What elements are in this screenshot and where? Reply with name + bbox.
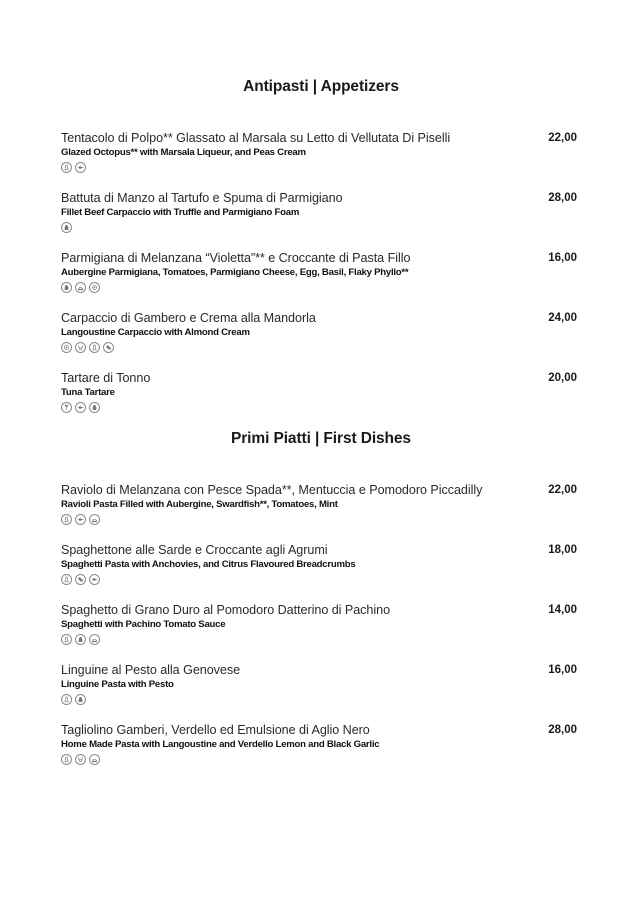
item-description: Aubergine Parmigiana, Tomatoes, Parmigiano Cheese, Egg, Basil, Flaky Phyllo** — [61, 267, 409, 278]
gluten-icon — [89, 634, 100, 645]
item-name: Battuta di Manzo al Tartufo e Spuma di Parmigiano — [61, 191, 343, 205]
item-price: 18,00 — [548, 544, 577, 556]
item-description: Tuna Tartare — [61, 387, 115, 398]
egg-icon — [61, 342, 72, 353]
section-title: Primi Piatti | First Dishes — [231, 430, 411, 447]
menu-item — [61, 483, 581, 543]
item-price: 24,00 — [548, 312, 577, 324]
item-description: Ravioli Pasta Filled with Aubergine, Swardfish**, Tomatoes, Mint — [61, 499, 338, 510]
item-name: Linguine al Pesto alla Genovese — [61, 663, 241, 677]
nuts-icon — [75, 574, 86, 585]
first-dishes-section — [61, 429, 581, 783]
item-name: Parmigiana di Melanzana “Violetta”** e Croccante di Pasta Fillo — [61, 251, 411, 265]
item-price: 16,00 — [548, 252, 577, 264]
menu-item — [61, 311, 581, 371]
item-name: Spaghetto di Grano Duro al Pomodoro Datterino di Pachino — [61, 603, 391, 617]
allergen-icons — [61, 754, 100, 766]
fish-icon — [75, 402, 86, 413]
sulphite-icon — [61, 574, 72, 585]
sulphite-icon — [61, 634, 72, 645]
item-description: Linguine Pasta with Pesto — [61, 679, 174, 690]
nuts-icon — [103, 342, 114, 353]
crustacean-icon — [75, 342, 86, 353]
sulphite-icon — [61, 754, 72, 765]
section-title: Antipasti | Appetizers — [243, 78, 399, 95]
item-description: Glazed Octopus** with Marsala Liqueur, and Peas Cream — [61, 147, 306, 158]
fish-icon — [75, 514, 86, 525]
item-name: Tagliolino Gamberi, Verdello ed Emulsione di Aglio Nero — [61, 723, 370, 737]
gluten-icon — [75, 282, 86, 293]
egg-icon — [89, 282, 100, 293]
allergen-icons — [61, 342, 114, 354]
menu-item — [61, 603, 581, 663]
milk-icon — [61, 222, 72, 233]
sulphite-icon — [89, 342, 100, 353]
menu-item — [61, 543, 581, 603]
fish-icon — [75, 162, 86, 173]
gluten-icon — [89, 754, 100, 765]
item-description: Fillet Beef Carpaccio with Truffle and Parmigiano Foam — [61, 207, 300, 218]
milk-icon — [61, 282, 72, 293]
menu-item — [61, 191, 581, 251]
sulphite-icon — [61, 162, 72, 173]
menu-item — [61, 723, 581, 783]
item-name: Tartare di Tonno — [61, 371, 151, 385]
sulphite-icon — [61, 514, 72, 525]
gluten-icon — [89, 514, 100, 525]
allergen-icons — [61, 634, 100, 646]
item-price: 28,00 — [548, 192, 577, 204]
item-price: 22,00 — [548, 132, 577, 144]
sulphite-icon — [61, 694, 72, 705]
allergen-icons — [61, 694, 86, 706]
menu-item — [61, 371, 581, 431]
item-price: 14,00 — [548, 604, 577, 616]
allergen-icons — [61, 574, 100, 586]
allergen-icons — [61, 222, 72, 234]
menu-item — [61, 251, 581, 311]
item-name: Tentacolo di Polpo** Glassato al Marsala su Letto di Vellutata Di Piselli — [61, 131, 451, 145]
celery-icon — [61, 402, 72, 413]
milk-icon — [75, 634, 86, 645]
item-name: Carpaccio di Gambero e Crema alla Mandorla — [61, 311, 316, 325]
item-name: Spaghettone alle Sarde e Croccante agli Agrumi — [61, 543, 328, 557]
fish-icon — [89, 574, 100, 585]
item-price: 16,00 — [548, 664, 577, 676]
item-price: 22,00 — [548, 484, 577, 496]
menu-item — [61, 131, 581, 191]
item-description: Spaghetti Pasta with Anchovies, and Citrus Flavoured Breadcrumbs — [61, 559, 356, 570]
allergen-icons — [61, 162, 86, 174]
allergen-icons — [61, 282, 100, 294]
crustacean-icon — [75, 754, 86, 765]
item-price: 20,00 — [548, 372, 577, 384]
milk-icon — [89, 402, 100, 413]
item-description: Langoustine Carpaccio with Almond Cream — [61, 327, 250, 338]
allergen-icons — [61, 514, 100, 526]
item-description: Spaghetti with Pachino Tomato Sauce — [61, 619, 226, 630]
allergen-icons — [61, 402, 100, 414]
milk-icon — [75, 694, 86, 705]
item-name: Raviolo di Melanzana con Pesce Spada**, Mentuccia e Pomodoro Piccadilly — [61, 483, 483, 497]
item-price: 28,00 — [548, 724, 577, 736]
item-description: Home Made Pasta with Langoustine and Verdello Lemon and Black Garlic — [61, 739, 380, 750]
menu-item — [61, 663, 581, 723]
appetizers-section — [61, 77, 581, 431]
